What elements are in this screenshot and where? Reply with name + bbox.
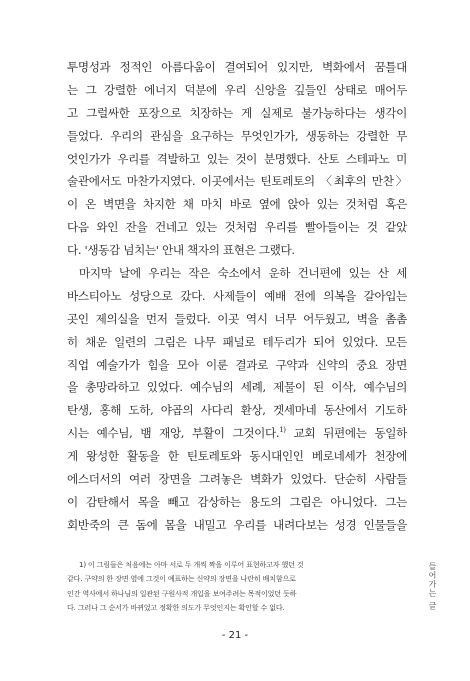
body-line: 다음 와인 잔을 건네고 있는 것처럼 우리를 빨아들이는 것 같았 xyxy=(67,220,407,235)
body-line: 탄생, 홍해 도하, 야곱의 사다리 환상, 겟세마네 동산에서 기도하 xyxy=(67,403,407,418)
running-head: 들어가는 글 xyxy=(428,561,437,611)
footnote-line: 같다. 구약의 한 장면 옆에 그것이 예표하는 신약의 장면을 나란히 배치함으로 xyxy=(67,574,296,584)
footnote-line: 다. 그러나 그 순서가 바뀌었고 정확한 의도가 무엇인지는 확인할 수 없다. xyxy=(67,602,285,612)
footnotes xyxy=(67,558,407,615)
body-line-end: 교회 뒤편에는 동일하 xyxy=(285,426,407,441)
body-line: 회반죽의 큰 돔에 몸을 내밀고 우리를 내려다보는 성경 인물들을 xyxy=(67,517,407,532)
body-line: 이 온 벽면을 차지한 채 마치 바로 옆에 앉아 있는 것처럼 혹은 xyxy=(67,197,407,212)
footnote-reference[interactable]: 1) xyxy=(279,426,286,435)
body-line: 엇인가가 우리를 격발하고 있는 것이 분명했다. 산토 스테파노 미 xyxy=(67,151,407,166)
body-line: 히 채운 일련의 그림은 나무 패널로 테두리가 되어 있었다. 모든 xyxy=(67,334,407,349)
body-line: 투명성과 정적인 아름다움이 결여되어 있지만, 벽화에서 꿈틀대 xyxy=(67,60,407,74)
page-number: - 21 - xyxy=(221,630,249,641)
body-line: 이 감탄해서 목을 빼고 감상하는 용도의 그림은 아니었다. 그는 xyxy=(67,494,407,509)
body-line: 을 총망라하고 있었다. 예수님의 세례, 제물이 된 이삭, 예수님의 xyxy=(67,380,407,395)
body-line: 직업 예술가가 힘을 모아 이룬 결과로 구약과 신약의 중요 장면 xyxy=(67,357,407,372)
body-line: 는 그 강렬한 에너지 덕분에 우리 신앙을 깊들인 상태로 매어두 xyxy=(67,82,407,97)
body-line: 게 왕성한 활동을 한 틴토레토와 동시대인인 베로네세가 천장에 xyxy=(67,449,407,464)
body-line: 다. '생동감 넘치는' 안내 책자의 표현은 그랬다. xyxy=(67,243,295,258)
footnote-line: 인간 역사에서 하나님의 일관된 구원사적 개입을 보여주려는 목적이었던 듯하 xyxy=(67,588,297,598)
body-line: 술관에서도 마찬가지였다. 이곳에서는 틴토레토의 〈최후의 만찬〉 xyxy=(67,174,407,189)
footnote-line: 1) 이 그림들은 처음에는 아마 서로 두 개씩 짝을 이루어 표현하고자 했던 것 xyxy=(79,560,304,569)
body-line: 곳인 제의실을 먼저 들렀다. 이곳 역시 너무 어두웠고, 벽을 촘촘 xyxy=(67,311,407,326)
body-line: 들었다. 우리의 관심을 요구하는 무엇인가가, 생동하는 강렬한 무 xyxy=(67,128,407,143)
body-text xyxy=(67,56,407,537)
body-line-start: 시는 예수님, 뱀 재앙, 부활이 그것이다. xyxy=(67,426,280,441)
body-line: 바스티아노 성당으로 갔다. 사제들이 예배 전에 의복을 갈아입는 xyxy=(67,288,407,303)
body-line-with-footnote xyxy=(67,422,407,445)
body-line: 에스더서의 여러 장면을 그려놓은 벽화가 있었다. 단순히 사람들 xyxy=(67,472,407,487)
body-line: 마지막 날에 우리는 작은 숙소에서 운하 건너편에 있는 산 세 xyxy=(79,266,407,281)
body-line: 고 그럴싸한 포장으로 치장하는 게 실제로 불가능하다는 생각이 xyxy=(67,105,407,120)
